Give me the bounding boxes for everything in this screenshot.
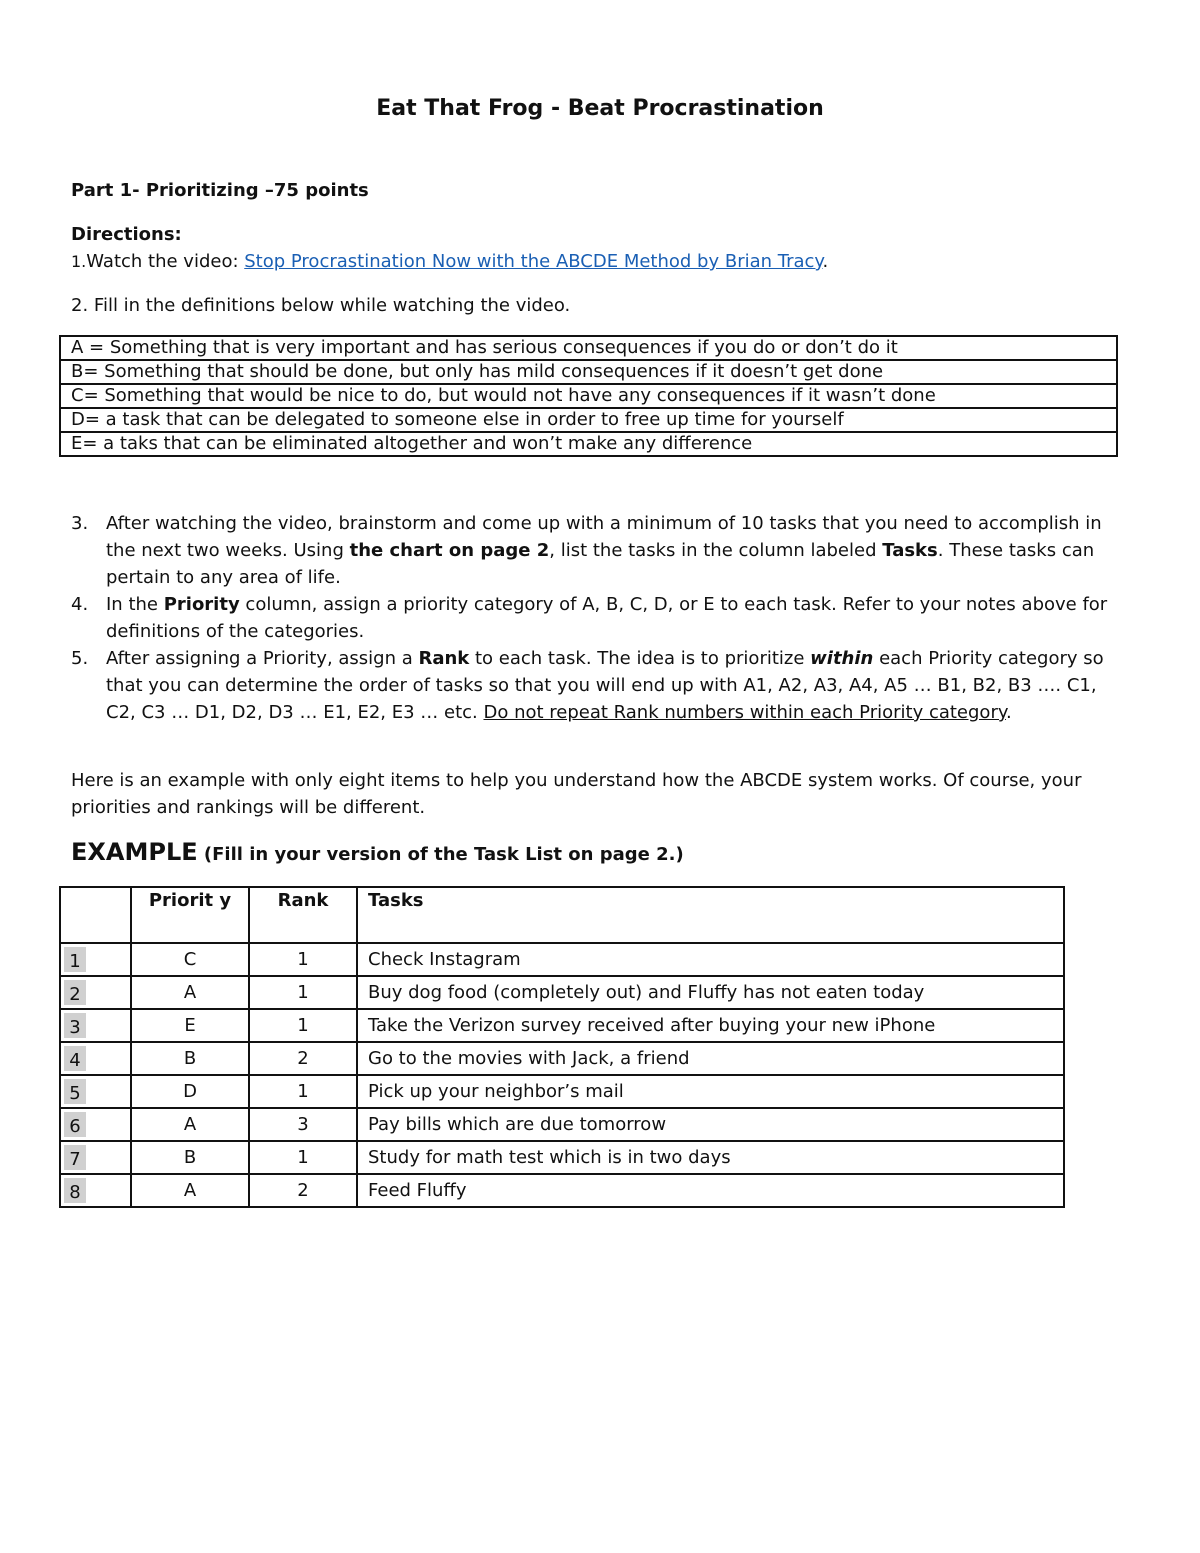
step-1-number: 1. — [71, 252, 87, 271]
step-5 — [71, 645, 1131, 726]
definition-b[interactable]: B= Something that should be done, but only has mild consequences if it doesn’t get done — [60, 360, 1117, 384]
task-cell[interactable]: Pay bills which are due tomorrow — [357, 1108, 1064, 1141]
example-heading — [71, 838, 684, 866]
row-number-cell — [60, 1141, 131, 1174]
step-1 — [71, 251, 828, 272]
video-link[interactable]: Stop Procrastination Now with the ABCDE Method by Brian Tracy — [244, 251, 823, 272]
step-5-number: 5. — [71, 648, 89, 669]
definition-d[interactable]: D= a task that can be delegated to someone else in order to free up time for yourself — [60, 408, 1117, 432]
step-5-emphasis: within — [810, 648, 874, 669]
table-row — [60, 1174, 1064, 1207]
definition-row — [60, 384, 1117, 408]
table-row — [60, 943, 1064, 976]
definition-row — [60, 408, 1117, 432]
step-4-text: In the — [106, 594, 164, 615]
row-number: 4 — [64, 1046, 86, 1071]
task-cell[interactable]: Go to the movies with Jack, a friend — [357, 1042, 1064, 1075]
priority-cell[interactable]: E — [131, 1009, 249, 1042]
task-cell[interactable]: Pick up your neighbor’s mail — [357, 1075, 1064, 1108]
rank-cell[interactable]: 1 — [249, 1009, 357, 1042]
header-tasks: Tasks — [357, 887, 1064, 943]
step-4-number: 4. — [71, 594, 89, 615]
table-row — [60, 1042, 1064, 1075]
table-row — [60, 1009, 1064, 1042]
task-cell[interactable]: Feed Fluffy — [357, 1174, 1064, 1207]
step-5-underlined-rule: Do not repeat Rank numbers within each Priority category — [483, 702, 1006, 723]
step-1-prefix: Watch the video: — [86, 251, 245, 272]
priority-cell[interactable]: A — [131, 1174, 249, 1207]
step-3-text: After watching the video, brainstorm and come up with a minimum of 10 tasks that you need to accomplish in the next two weeks. Using — [106, 513, 1102, 561]
instruction-steps — [71, 510, 1131, 726]
rank-cell[interactable]: 1 — [249, 943, 357, 976]
rank-cell[interactable]: 1 — [249, 1075, 357, 1108]
step-3 — [71, 510, 1131, 591]
step-4-emphasis: Priority — [163, 594, 240, 615]
example-heading-title: EXAMPLE — [71, 838, 198, 866]
rank-cell[interactable]: 2 — [249, 1174, 357, 1207]
step-5-emphasis: Rank — [418, 648, 470, 669]
step-1-suffix: . — [822, 251, 829, 272]
task-cell[interactable]: Study for math test which is in two days — [357, 1141, 1064, 1174]
priority-cell[interactable]: A — [131, 976, 249, 1009]
step-5-text: each Priority category so that you can determine the order of tasks so that you will end up with A1, A2, A3, A4, A5 … B1, B2, B3 …. C1, C2, C3 … D1, D2, D3 … E1, E2, E3 … etc. — [106, 648, 1104, 723]
definition-row — [60, 432, 1117, 456]
step-4-text: column, assign a priority category of A, B, C, D, or E to each task. Refer to your notes above for definitions of the categories. — [106, 594, 1108, 642]
rank-cell[interactable]: 2 — [249, 1042, 357, 1075]
priority-cell[interactable]: B — [131, 1042, 249, 1075]
example-table — [59, 886, 1065, 1208]
definition-a[interactable]: A = Something that is very important and has serious consequences if you do or don’t do it — [60, 336, 1117, 360]
definition-row — [60, 360, 1117, 384]
row-number-cell — [60, 1075, 131, 1108]
header-number — [60, 887, 131, 943]
example-heading-subtitle: (Fill in your version of the Task List on page 2.) — [197, 844, 684, 865]
rank-cell[interactable]: 3 — [249, 1108, 357, 1141]
step-5-text: to each task. The idea is to prioritize — [469, 648, 811, 669]
priority-cell[interactable]: C — [131, 943, 249, 976]
definition-row — [60, 336, 1117, 360]
step-3-number: 3. — [71, 513, 89, 534]
header-priority: Priorit y — [131, 887, 249, 943]
definition-e[interactable]: E= a taks that can be eliminated altogether and won’t make any difference — [60, 432, 1117, 456]
step-3-text: , list the tasks in the column labeled — [549, 540, 883, 561]
row-number: 8 — [64, 1178, 86, 1203]
priority-cell[interactable]: D — [131, 1075, 249, 1108]
row-number: 7 — [64, 1145, 86, 1170]
page-title: Eat That Frog - Beat Procrastination — [376, 96, 824, 121]
rank-cell[interactable]: 1 — [249, 1141, 357, 1174]
row-number-cell — [60, 943, 131, 976]
step-3-emphasis: the chart on page 2 — [349, 540, 550, 561]
directions-label: Directions: — [71, 224, 182, 245]
step-3-text: . These tasks can pertain to any area of life. — [106, 540, 1095, 588]
task-cell[interactable]: Take the Verizon survey received after buying your new iPhone — [357, 1009, 1064, 1042]
row-number: 6 — [64, 1112, 86, 1137]
step-3-emphasis: Tasks — [882, 540, 938, 561]
row-number: 3 — [64, 1013, 86, 1038]
priority-cell[interactable]: A — [131, 1108, 249, 1141]
rank-cell[interactable]: 1 — [249, 976, 357, 1009]
row-number: 2 — [64, 980, 86, 1005]
table-row — [60, 976, 1064, 1009]
row-number-cell — [60, 1009, 131, 1042]
part-heading: Part 1- Prioritizing –75 points — [71, 180, 369, 201]
row-number: 5 — [64, 1079, 86, 1104]
task-cell[interactable]: Buy dog food (completely out) and Fluffy has not eaten today — [357, 976, 1064, 1009]
step-5-text: After assigning a Priority, assign a — [106, 648, 419, 669]
row-number-cell — [60, 1108, 131, 1141]
definitions-table — [59, 335, 1118, 457]
header-rank: Rank — [249, 887, 357, 943]
priority-cell[interactable]: B — [131, 1141, 249, 1174]
row-number-cell — [60, 1042, 131, 1075]
table-row — [60, 1075, 1064, 1108]
step-5-text: . — [1005, 702, 1012, 723]
example-table-header — [60, 887, 1064, 943]
table-row — [60, 1141, 1064, 1174]
step-4 — [71, 591, 1131, 645]
definition-c[interactable]: C= Something that would be nice to do, but would not have any consequences if it wasn’t done — [60, 384, 1117, 408]
step-2: 2. Fill in the definitions below while watching the video. — [71, 295, 571, 316]
row-number-cell — [60, 976, 131, 1009]
task-cell[interactable]: Check Instagram — [357, 943, 1064, 976]
row-number: 1 — [64, 947, 86, 972]
row-number-cell — [60, 1174, 131, 1207]
example-note: Here is an example with only eight items to help you understand how the ABCDE system works. Of course, your priorities and rankings will be different. — [71, 770, 1082, 818]
table-row — [60, 1108, 1064, 1141]
